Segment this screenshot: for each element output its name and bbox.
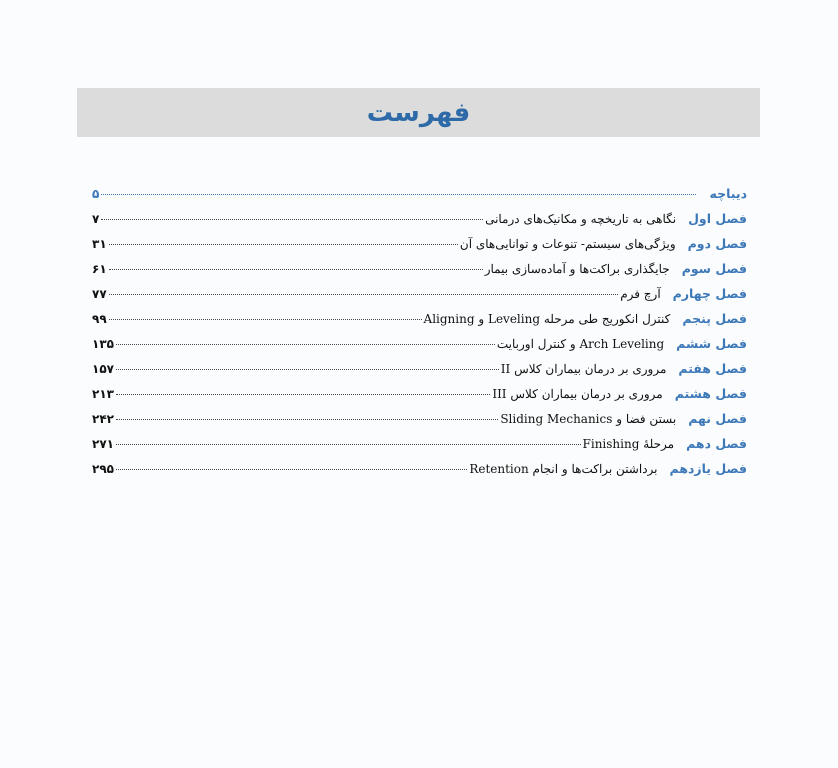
- chapter-page-number: ۷: [92, 212, 100, 226]
- toc-row-chapter-1[interactable]: [92, 211, 747, 236]
- dot-leader: [116, 444, 581, 445]
- chapter-page-number: ۳۱: [92, 237, 107, 251]
- chapter-page-number: ۲۴۲: [92, 412, 114, 426]
- chapter-page-number: ۶۱: [92, 262, 107, 276]
- chapter-page-number: ۹۹: [92, 312, 107, 326]
- chapter-title: کنترل انکوریج طی مرحله Leveling و Aligning: [423, 312, 671, 326]
- chapter-label: فصل هفتم: [678, 361, 747, 376]
- toc-row-chapter-11[interactable]: [92, 461, 747, 486]
- toc-row-chapter-5[interactable]: [92, 311, 747, 336]
- page-title: فهرست: [366, 97, 471, 128]
- dot-leader: [109, 269, 483, 270]
- chapter-label: فصل یازدهم: [669, 461, 747, 476]
- chapter-label: فصل ششم: [676, 336, 747, 351]
- chapter-title: برداشتن براکت‌ها و انجام Retention: [469, 462, 658, 476]
- chapter-title: آرچ فرم: [620, 287, 661, 301]
- dot-leader: [109, 319, 422, 320]
- title-band: [77, 88, 760, 137]
- chapter-title: بستن فضا و Sliding Mechanics: [500, 412, 677, 426]
- chapter-label: فصل سوم: [681, 261, 747, 276]
- chapter-page-number: ۷۷: [92, 287, 107, 301]
- chapter-label: فصل دوم: [687, 236, 747, 251]
- dot-leader: [116, 394, 490, 395]
- chapter-title: مروری بر درمان بیماران کلاس III: [492, 387, 663, 401]
- dot-leader: [101, 194, 695, 195]
- chapter-page-number: ۱۵۷: [92, 362, 114, 376]
- preface-label: دیباچه: [709, 186, 747, 201]
- toc-row-chapter-9[interactable]: [92, 411, 747, 436]
- toc-row-chapter-2[interactable]: [92, 236, 747, 261]
- dot-leader: [116, 419, 498, 420]
- dot-leader: [116, 469, 467, 470]
- dot-leader: [116, 369, 499, 370]
- toc-row-preface[interactable]: [92, 186, 747, 211]
- toc-row-chapter-4[interactable]: [92, 286, 747, 311]
- chapter-title: مرحلهٔ Finishing: [582, 437, 675, 451]
- chapter-title: جایگذاری براکت‌ها و آماده‌سازی بیمار: [484, 262, 670, 276]
- chapter-label: فصل چهارم: [672, 286, 747, 301]
- preface-page-number: ۵: [92, 187, 100, 201]
- chapter-label: فصل نهم: [688, 411, 747, 426]
- dot-leader: [101, 219, 483, 220]
- toc-row-chapter-6[interactable]: [92, 336, 747, 361]
- chapter-label: فصل دهم: [686, 436, 747, 451]
- chapter-page-number: ۲۱۳: [92, 387, 114, 401]
- chapter-page-number: ۲۷۱: [92, 437, 114, 451]
- toc-row-chapter-7[interactable]: [92, 361, 747, 386]
- chapter-page-number: ۱۳۵: [92, 337, 114, 351]
- dot-leader: [109, 294, 619, 295]
- chapter-label: فصل اول: [688, 211, 747, 226]
- chapter-label: فصل پنجم: [682, 311, 747, 326]
- chapter-label: فصل هشتم: [674, 386, 747, 401]
- chapter-page-number: ۲۹۵: [92, 462, 114, 476]
- chapter-title: Arch Leveling و کنترل اوربایت: [496, 337, 665, 351]
- toc-row-chapter-10[interactable]: [92, 436, 747, 461]
- chapter-title: ویژگی‌های سیستم- تنوعات و توانایی‌های آن: [459, 237, 676, 251]
- chapter-title: مروری بر درمان بیماران کلاس II: [500, 362, 667, 376]
- dot-leader: [109, 244, 458, 245]
- chapter-title: نگاهی به تاریخچه و مکانیک‌های درمانی: [485, 212, 677, 226]
- toc-row-chapter-8[interactable]: [92, 386, 747, 411]
- table-of-contents: [92, 186, 747, 486]
- toc-row-chapter-3[interactable]: [92, 261, 747, 286]
- dot-leader: [116, 344, 495, 345]
